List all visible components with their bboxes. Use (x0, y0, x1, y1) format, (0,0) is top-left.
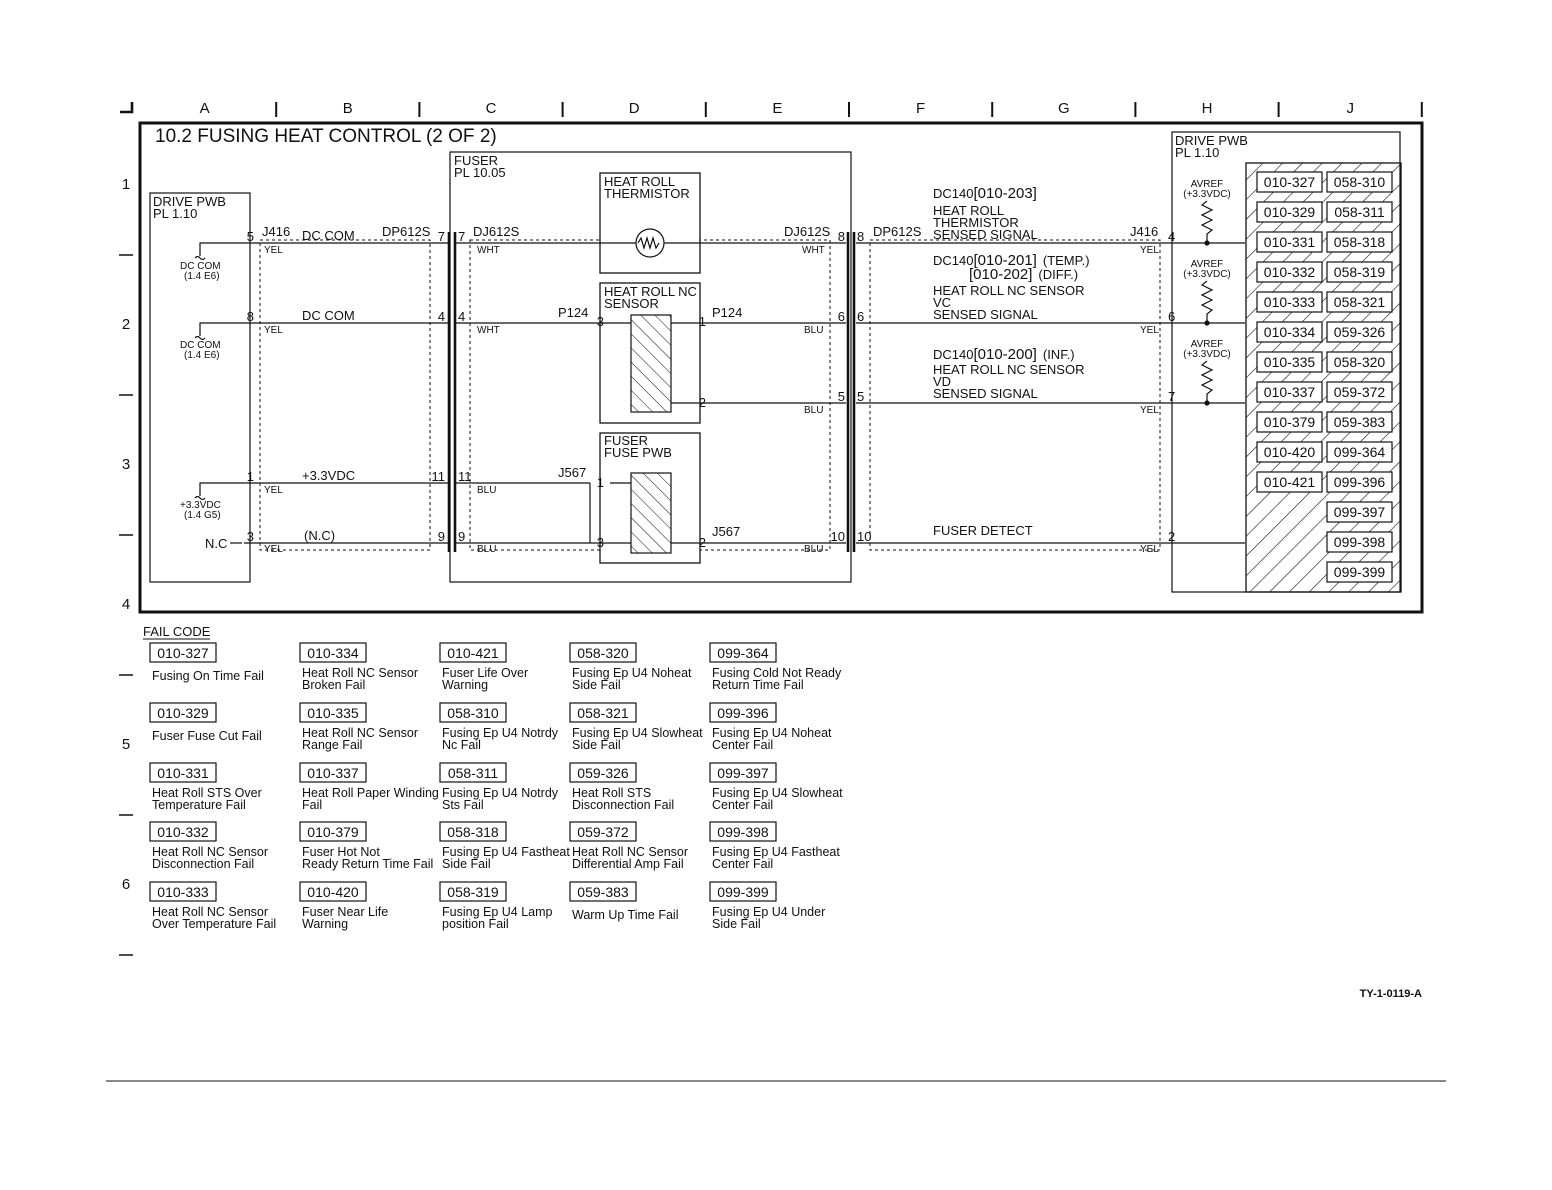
pins-j416-right-pin-7: 7 (1168, 389, 1176, 404)
fail-code-number: 010-335 (307, 705, 359, 721)
column-label-c: C (485, 100, 497, 117)
wire-color-blu-2: BLU (477, 544, 497, 555)
wire-color-wht-1: WHT (477, 245, 500, 256)
fail-code-description: Warning (442, 678, 489, 692)
fail-code-entry-010-327 (150, 643, 264, 683)
wires-left (244, 243, 448, 543)
pins-j416-right-pin-6: 6 (1168, 309, 1176, 324)
fuser-fuse-pwb (456, 433, 846, 563)
chip-code-099-399: 099-399 (1333, 564, 1386, 580)
vc-sig-3: SENSED SIGNAL (933, 307, 1038, 322)
fail-code-description: Side Fail (712, 917, 761, 931)
fail-code-description: Fusing Ep U4 Noheat (572, 666, 692, 680)
heat-roll-nc-sensor (456, 283, 846, 423)
thermistor-sig-2: THERMISTOR (933, 215, 1019, 230)
fail-code-number: 099-364 (717, 645, 769, 661)
junction-dot (1204, 320, 1209, 325)
column-label-g: G (1057, 100, 1070, 117)
fail-code-entry-058-320 (570, 643, 692, 692)
wire-color-blu-4: BLU (804, 405, 824, 416)
pins-j416-right-pin-2: 2 (1168, 529, 1176, 544)
p124-pin-right-1: 1 (698, 314, 706, 329)
nc-sensor-element (631, 315, 671, 412)
fail-code-number: 010-379 (307, 824, 359, 840)
fail-code-number: 010-420 (307, 884, 359, 900)
fail-code-description: Fusing Ep U4 Fastheat (712, 845, 840, 859)
fail-code-entry-059-326 (570, 763, 674, 812)
fail-code-description: Heat Roll NC Sensor (302, 726, 419, 740)
fail-code-entry-099-364 (710, 643, 842, 692)
fail-code-heading: FAIL CODE (143, 624, 211, 639)
wire-color-blu-3: BLU (804, 325, 824, 336)
fail-code-description: Fusing Cold Not Ready (712, 666, 842, 680)
fail-code-entry-010-333 (150, 882, 276, 931)
pins-dp-right-pin-5: 5 (857, 389, 865, 404)
ground-3v3-ref: (1.4 G5) (184, 510, 221, 521)
fail-code-entry-010-379 (300, 822, 433, 871)
column-label-b: B (342, 100, 353, 117)
fail-code-entry-010-335 (300, 703, 418, 752)
vc-sig-2: VC (933, 295, 952, 310)
fail-code-entry-058-310 (440, 703, 559, 752)
fail-code-description: position Fail (442, 917, 509, 931)
dp612s-right-label: DP612S (873, 224, 922, 239)
drive-pwb-right-name: DRIVE PWB (1175, 133, 1248, 148)
junction-dot (1204, 400, 1209, 405)
pins-j416-left-pin-3: 3 (246, 529, 254, 544)
avref-label-2: AVREF (1190, 259, 1224, 270)
j416-left-label: J416 (262, 224, 291, 239)
fail-code-description: Fuser Fuse Cut Fail (152, 729, 262, 743)
chip-code-058-310: 058-310 (1333, 174, 1386, 190)
wire-color-yel-r4: YEL (1140, 544, 1159, 555)
fail-code-description: Fusing Ep U4 Noheat (712, 726, 832, 740)
fail-code-number: 099-398 (717, 824, 769, 840)
fail-code-description: Fusing Ep U4 Under (712, 905, 826, 919)
j567-right-label: J567 (712, 524, 741, 539)
fail-code-entry-099-397 (710, 763, 843, 812)
junction-dot (1204, 240, 1209, 245)
fail-code-description: Fail (302, 798, 323, 812)
avref-resistors (1183, 179, 1231, 406)
fail-code-description: Warning (302, 917, 349, 931)
fail-code-description: Fusing Ep U4 Slowheat (572, 726, 703, 740)
wire-color-yel-2: YEL (264, 325, 283, 336)
row-label-4: 4 (121, 596, 131, 613)
pins-dp-left-pin-4: 4 (437, 309, 445, 324)
chip-code-010-335: 010-335 (1263, 354, 1316, 370)
chip-code-010-337: 010-337 (1263, 384, 1316, 400)
chip-code-099-396: 099-396 (1333, 474, 1386, 490)
fail-code-description: Sts Fail (442, 798, 484, 812)
pins-dp-right-pin-10: 10 (857, 529, 872, 544)
fail-code-number: 059-326 (577, 765, 629, 781)
wire-colors-right (1140, 245, 1159, 555)
vd-sig-1: HEAT ROLL NC SENSOR (933, 362, 1085, 377)
harness-left-dashed (260, 240, 430, 550)
fail-code-description: Ready Return Time Fail (302, 857, 434, 871)
drive-pwb-left-pl: PL 1.10 (153, 206, 198, 221)
fail-code-entry-010-334 (300, 643, 418, 692)
avref-label-1: AVREF (1190, 179, 1224, 190)
j567-pin-right-2: 2 (698, 535, 706, 550)
pins-dj-left-pin-9: 9 (458, 529, 466, 544)
fail-code-entry-010-337 (300, 763, 439, 812)
fail-code-entry-099-399 (710, 882, 825, 931)
fail-code-number: 059-372 (577, 824, 629, 840)
pins-dp-left-pin-11: 11 (431, 469, 445, 484)
chip-code-099-397: 099-397 (1333, 504, 1386, 520)
resistor-icon (1202, 201, 1212, 243)
fail-code-description: Fuser Hot Not (302, 845, 380, 859)
avref-label-3: AVREF (1190, 339, 1224, 350)
fail-code-description: Disconnection Fail (152, 857, 255, 871)
p124-left-label: P124 (558, 305, 589, 320)
chip-code-010-421: 010-421 (1263, 474, 1316, 490)
pins-j416-left-pin-5: 5 (246, 229, 254, 244)
fail-code-number: 099-399 (717, 884, 769, 900)
fail-code-number: 059-383 (577, 884, 629, 900)
column-label-e: E (772, 100, 783, 117)
fail-code-description: Center Fail (712, 738, 774, 752)
resistor-icon (1202, 281, 1212, 323)
fail-code-entry-058-321 (570, 703, 703, 752)
chip-code-059-372: 059-372 (1333, 384, 1386, 400)
fail-code-description: Nc Fail (442, 738, 481, 752)
fail-code-description: Side Fail (442, 857, 491, 871)
ruler-corner-mark (120, 102, 132, 112)
chip-code-010-329: 010-329 (1263, 204, 1316, 220)
fail-code-description: Fusing On Time Fail (152, 669, 264, 683)
fail-code-description: Heat Roll NC Sensor (152, 845, 269, 859)
fail-code-description: Heat Roll NC Sensor (572, 845, 689, 859)
fail-code-description: Fusing Ep U4 Notrdy (442, 726, 559, 740)
fail-code-number: 010-337 (307, 765, 359, 781)
dc-com-2-label: DC COM (302, 308, 355, 323)
fail-code-description: Fusing Ep U4 Notrdy (442, 786, 559, 800)
row-label-1: 1 (121, 176, 131, 193)
fail-code-number: 058-320 (577, 645, 629, 661)
pins-j416-left-pin-8: 8 (246, 309, 254, 324)
fail-code-description: Side Fail (572, 678, 621, 692)
figure-id: TY-1-0119-A (1359, 988, 1422, 1000)
pins-dj-right-pin-5: 5 (837, 389, 845, 404)
pins-dp-right-pin-6: 6 (857, 309, 865, 324)
fail-code-number: 010-331 (157, 765, 209, 781)
fail-code-description: Range Fail (302, 738, 363, 752)
thermistor-line1: HEAT ROLL (604, 174, 676, 189)
nc-label: N.C (205, 536, 228, 551)
chip-code-010-420: 010-420 (1263, 444, 1316, 460)
fail-code-entry-010-421 (440, 643, 528, 692)
dc140-202: [010-202] (DIFF.) (969, 266, 1079, 283)
fail-code-number: 099-397 (717, 765, 769, 781)
row-label-2: 2 (121, 316, 131, 333)
signal-annotations (933, 185, 1090, 538)
p124-pin-left: 3 (596, 314, 604, 329)
wire-color-blu-1: BLU (477, 485, 497, 496)
fail-code-number: 010-327 (157, 645, 209, 661)
pins-dj-right (831, 229, 845, 544)
fail-code-entry-010-420 (300, 882, 388, 931)
fail-code-description: Over Temperature Fail (152, 917, 277, 931)
fuse-element (631, 473, 671, 553)
wire-color-yel-3: YEL (264, 485, 283, 496)
dc-com-1-label: DC COM (302, 228, 355, 243)
chip-code-059-383: 059-383 (1333, 414, 1386, 430)
chip-code-099-364: 099-364 (1333, 444, 1386, 460)
fail-code-description: Side Fail (572, 738, 621, 752)
ground-dccom-2 (180, 323, 244, 361)
fail-code-description: Heat Roll STS Over (152, 786, 262, 800)
ground-dccom-2-label: DC COM (180, 340, 221, 351)
dp612s-left-label: DP612S (382, 224, 431, 239)
avref-volt-2: (+3.3VDC) (1183, 269, 1231, 280)
fail-code-description: Differential Amp Fail (572, 857, 684, 871)
fail-code-entry-059-383 (570, 882, 679, 922)
nc-sensor-line1: HEAT ROLL NC (604, 284, 697, 299)
column-label-a: A (199, 100, 210, 117)
pins-dp-right (857, 229, 871, 544)
chip-code-058-321: 058-321 (1333, 294, 1386, 310)
fail-code-description: Broken Fail (302, 678, 366, 692)
fuser-pl: PL 10.05 (454, 165, 506, 180)
fail-code-number: 010-329 (157, 705, 209, 721)
ground-dccom-1-label: DC COM (180, 261, 221, 272)
dc140-203: DC140[010-203] (933, 185, 1037, 202)
pins-dj-right-pin-6: 6 (837, 309, 845, 324)
heat-roll-thermistor (456, 173, 846, 273)
avref-volt-1: (+3.3VDC) (1183, 189, 1231, 200)
row-ruler (119, 176, 133, 955)
fail-code-entry-058-311 (440, 763, 559, 812)
fail-code-entry-099-396 (710, 703, 832, 752)
drive-pwb-hatched-area (1246, 163, 1401, 592)
fail-code-description: Fusing Ep U4 Slowheat (712, 786, 843, 800)
fail-code-description: Fusing Ep U4 Lamp (442, 905, 553, 919)
dj612s-right-label: DJ612S (784, 224, 831, 239)
ground-3v3 (180, 483, 244, 521)
pins-dp-left-pin-7: 7 (437, 229, 445, 244)
pins-dp-right-pin-8: 8 (857, 229, 865, 244)
chip-code-099-398: 099-398 (1333, 534, 1386, 550)
wire-color-wht-3: WHT (802, 245, 825, 256)
vd-sig-2: VD (933, 374, 952, 389)
column-label-h: H (1201, 100, 1213, 117)
fail-code-description: Disconnection Fail (572, 798, 675, 812)
vc-sig-1: HEAT ROLL NC SENSOR (933, 283, 1085, 298)
nc-sensor-line2: SENSOR (604, 296, 659, 311)
fail-code-entry-099-398 (710, 822, 840, 871)
chip-code-010-379: 010-379 (1263, 414, 1316, 430)
dc140-200: DC140[010-200] (INF.) (933, 346, 1075, 363)
fail-code-number: 058-318 (447, 824, 499, 840)
pins-dp-left-pin-9: 9 (437, 529, 445, 544)
fail-code-number: 099-396 (717, 705, 769, 721)
fail-code-number: 058-310 (447, 705, 499, 721)
pins-dj-left-pin-7: 7 (458, 229, 466, 244)
fail-code-entry-010-332 (150, 822, 268, 871)
ground-dccom-1-ref: (1.4 E6) (184, 271, 220, 282)
column-ruler (120, 100, 1422, 117)
fuser-name: FUSER (454, 153, 499, 168)
ground-dccom-1 (180, 243, 244, 282)
chip-code-010-327: 010-327 (1263, 174, 1316, 190)
row-label-5: 5 (121, 736, 131, 753)
chip-code-058-320: 058-320 (1333, 354, 1386, 370)
fail-code-number: 010-421 (447, 645, 499, 661)
v33-label: +3.3VDC (302, 468, 356, 483)
chip-code-010-332: 010-332 (1263, 264, 1316, 280)
chip-code-058-319: 058-319 (1333, 264, 1386, 280)
wire-color-blu-5: BLU (804, 544, 824, 555)
dc140-201: DC140[010-201] (TEMP.) (933, 252, 1090, 269)
fail-code-description: Center Fail (712, 798, 774, 812)
dj612s-left-label: DJ612S (473, 224, 520, 239)
pins-dp-left (432, 229, 446, 544)
fail-code-number: 010-333 (157, 884, 209, 900)
pins-dj-left-pin-11: 11 (458, 469, 472, 484)
wire-color-yel-r2: YEL (1140, 325, 1159, 336)
column-label-j: J (1346, 100, 1354, 117)
wire-color-yel-1: YEL (264, 245, 283, 256)
wire-color-yel-r1: YEL (1140, 245, 1159, 256)
p124-pin-right-2: 2 (698, 395, 706, 410)
fail-code-number: 058-321 (577, 705, 629, 721)
fail-code-entry-058-318 (440, 822, 570, 871)
fail-code-entry-059-372 (570, 822, 688, 871)
pins-j416-left-pin-1: 1 (246, 469, 254, 484)
fail-code-number: 010-332 (157, 824, 209, 840)
j567-pin-left-3: 3 (596, 535, 604, 550)
fuse-pwb-line1: FUSER (604, 433, 649, 448)
j567-pin-left-1: 1 (596, 475, 604, 490)
fail-code-description: Fuser Near Life (302, 905, 389, 919)
fail-code-number: 058-319 (447, 884, 499, 900)
column-label-d: D (628, 100, 640, 117)
drive-pwb-left-name: DRIVE PWB (153, 194, 226, 209)
fail-code-entry-010-331 (150, 763, 262, 812)
fail-code-number: 010-334 (307, 645, 359, 661)
ground-3v3-label: +3.3VDC (180, 500, 221, 511)
column-label-f: F (916, 100, 926, 117)
chip-code-010-333: 010-333 (1263, 294, 1316, 310)
pins-j416-right-pin-4: 4 (1168, 229, 1176, 244)
pins-dj-right-pin-10: 10 (830, 529, 845, 544)
thermistor-sig-3: SENSED SIGNAL (933, 227, 1038, 242)
chip-code-058-311: 058-311 (1334, 204, 1385, 220)
pins-dj-right-pin-8: 8 (837, 229, 845, 244)
ground-dccom-2-ref: (1.4 E6) (184, 350, 220, 361)
row-label-3: 3 (121, 456, 131, 473)
chip-code-010-334: 010-334 (1263, 324, 1316, 340)
pins-dj-left (458, 229, 472, 544)
j567-left-label: J567 (558, 465, 587, 480)
fail-code-entry-058-319 (440, 882, 553, 931)
chip-code-059-326: 059-326 (1333, 324, 1386, 340)
fuse-pwb-line2: FUSE PWB (604, 445, 672, 460)
vd-sig-3: SENSED SIGNAL (933, 386, 1038, 401)
wire-color-yel-4: YEL (264, 544, 283, 555)
drive-pwb-right-pl: PL 1.10 (1175, 145, 1220, 160)
row-label-6: 6 (121, 876, 131, 893)
chip-code-010-331: 010-331 (1263, 234, 1316, 250)
fail-code-description: Return Time Fail (712, 678, 804, 692)
fail-code-description: Heat Roll NC Sensor (152, 905, 269, 919)
fail-code-entry-010-329 (150, 703, 262, 743)
nc-paren-label: (N.C) (304, 528, 336, 543)
wire-color-yel-r3: YEL (1140, 405, 1159, 416)
p124-right-label: P124 (712, 305, 743, 320)
thermistor-sig-1: HEAT ROLL (933, 203, 1005, 218)
chip-code-058-318: 058-318 (1333, 234, 1386, 250)
avref-volt-3: (+3.3VDC) (1183, 349, 1231, 360)
fail-code-description: Fusing Ep U4 Fastheat (442, 845, 570, 859)
fail-code-number: 058-311 (447, 765, 499, 781)
resistor-icon (1202, 361, 1212, 403)
wire-colors-left (264, 245, 283, 555)
diagram-title: 10.2 FUSING HEAT CONTROL (2 OF 2) (155, 126, 497, 147)
fuser-detect: FUSER DETECT (933, 523, 1033, 538)
fail-code-description: Heat Roll Paper Winding (302, 786, 439, 800)
fail-code-table (143, 624, 843, 931)
wire-color-wht-2: WHT (477, 325, 500, 336)
thermistor-line2: THERMISTOR (604, 186, 690, 201)
fail-code-description: Center Fail (712, 857, 774, 871)
fail-code-description: Temperature Fail (152, 798, 246, 812)
fail-code-description: Warm Up Time Fail (572, 908, 679, 922)
j416-right-label: J416 (1130, 224, 1159, 239)
pins-dj-left-pin-4: 4 (458, 309, 466, 324)
fail-code-description: Fuser Life Over (442, 666, 529, 680)
drive-pwb-left (150, 193, 250, 582)
fail-code-description: Heat Roll STS (572, 786, 652, 800)
fail-code-description: Heat Roll NC Sensor (302, 666, 419, 680)
